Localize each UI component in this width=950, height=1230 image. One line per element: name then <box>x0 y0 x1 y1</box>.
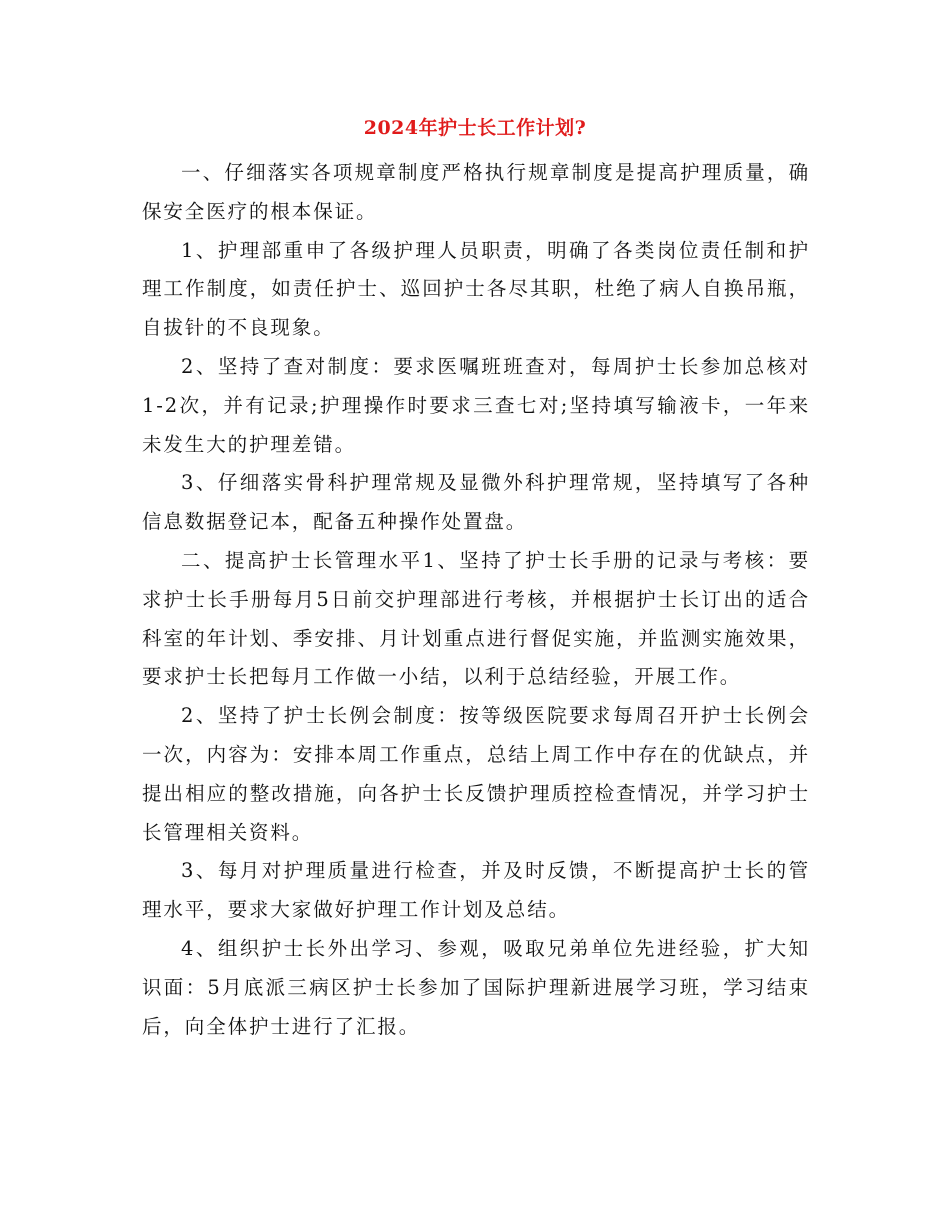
paragraph-item-2: 2、坚持了查对制度：要求医嘱班班查对，每周护士长参加总核对1-2次，并有记录;护理操作时要求三查七对;坚持填写输液卡，一年来未发生大的护理差错。 <box>142 354 810 456</box>
document-body <box>142 154 810 1046</box>
document-title: 2024年护士长工作计划? <box>363 117 587 139</box>
paragraph-item-4: 4、组织护士长外出学习、参观，吸取兄弟单位先进经验，扩大知识面：5月底派三病区护士长参加了国际护理新进展学习班，学习结束后，向全体护士进行了汇报。 <box>142 936 810 1038</box>
paragraph-section-two: 二、提高护士长管理水平1、坚持了护士长手册的记录与考核：要求护士长手册每月5日前交护理部进行考核，并根据护士长订出的适合科室的年计划、季安排、月计划重点进行督促实施，并监测实施效果，要求护士长把每月工作做一小结，以利于总结经验，开展工作。 <box>142 548 810 689</box>
paragraph-item-3b: 3、每月对护理质量进行检查，并及时反馈，不断提高护士长的管理水平，要求大家做好护理工作计划及总结。 <box>142 859 810 922</box>
paragraph-item-3: 3、仔细落实骨科护理常规及显微外科护理常规，坚持填写了各种信息数据登记本，配备五种操作处置盘。 <box>142 471 810 534</box>
paragraph-item-1: 1、护理部重申了各级护理人员职责，明确了各类岗位责任制和护理工作制度，如责任护士、巡回护士各尽其职，杜绝了病人自换吊瓶，自拔针的不良现象。 <box>142 238 810 340</box>
paragraph-item-2b: 2、坚持了护士长例会制度：按等级医院要求每周召开护士长例会一次，内容为：安排本周工作重点，总结上周工作中存在的优缺点，并提出相应的整改措施，向各护士长反馈护理质控检查情况，并学习护士长管理相关资料。 <box>142 704 810 844</box>
paragraph-section-one: 一、仔细落实各项规章制度严格执行规章制度是提高护理质量，确保安全医疗的根本保证。 <box>142 161 810 223</box>
